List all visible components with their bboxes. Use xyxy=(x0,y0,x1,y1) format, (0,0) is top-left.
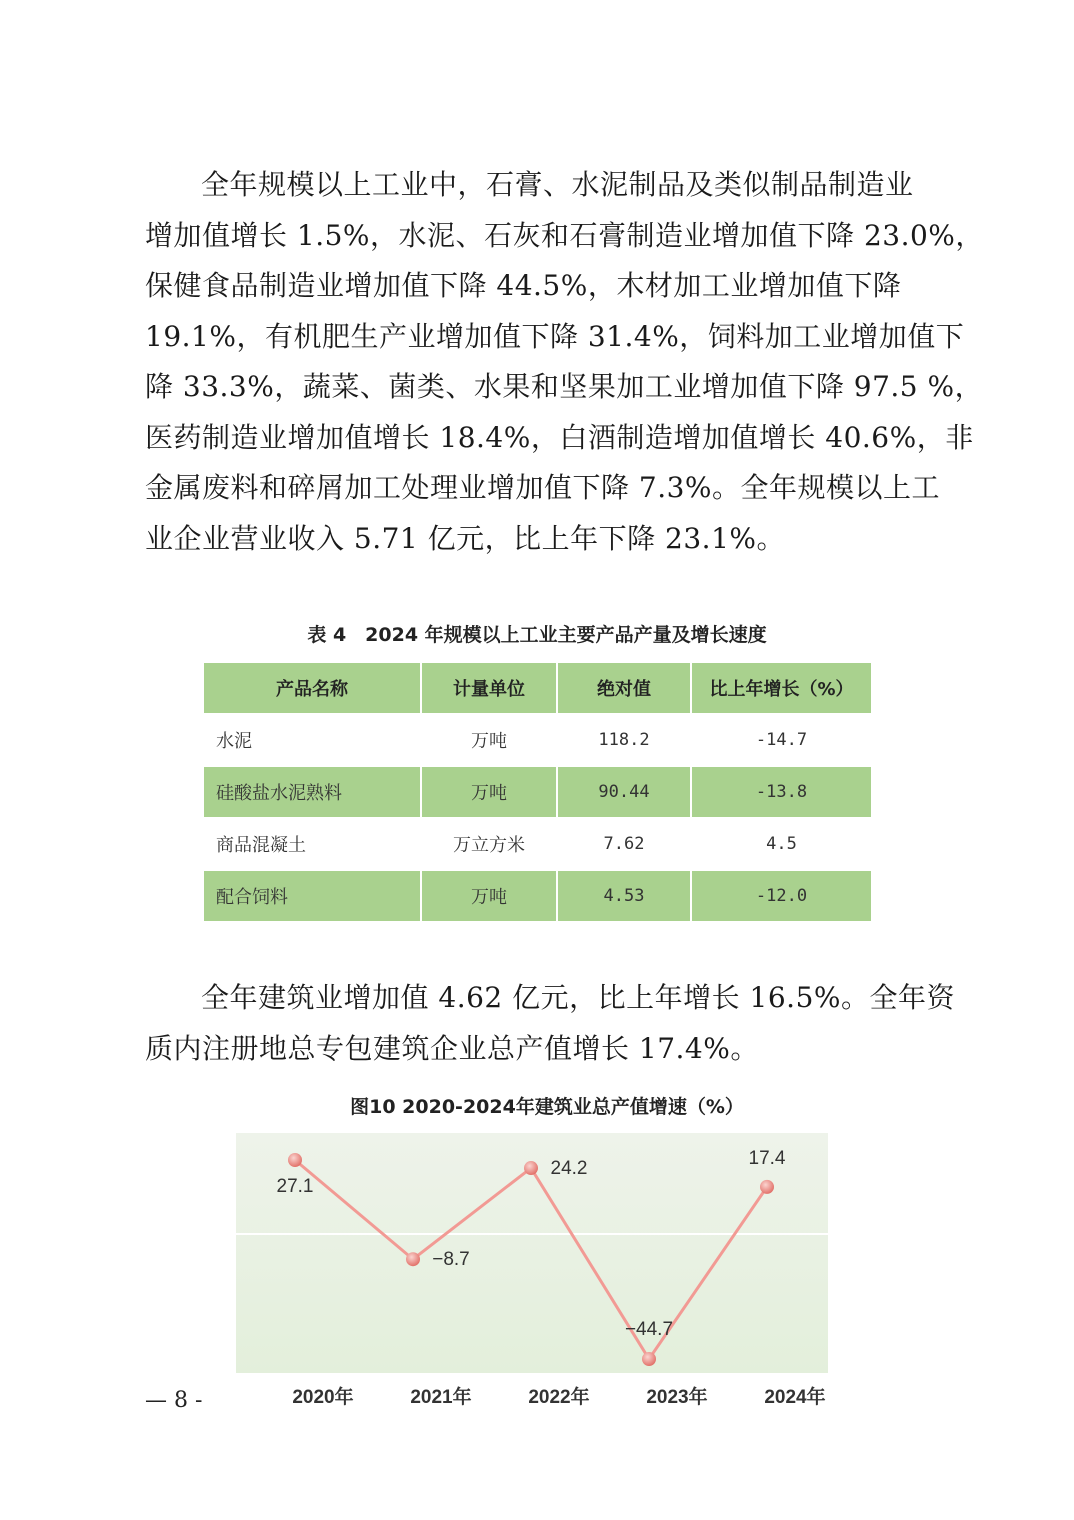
cell-product-name: 硅酸盐水泥熟料 xyxy=(204,767,420,817)
x-tick-label: 2020年 xyxy=(292,1387,354,1408)
data-label: 27.1 xyxy=(276,1176,314,1197)
paragraph-line: 增加值增长 1.5%，水泥、石灰和石膏制造业增加值下降 23.0%， xyxy=(145,218,984,252)
data-point xyxy=(642,1352,656,1366)
x-tick-label: 2024年 xyxy=(764,1387,826,1408)
growth-line-chart xyxy=(236,1133,836,1423)
cell-unit: 万吨 xyxy=(471,731,507,752)
page-number: — 8 - xyxy=(145,1388,203,1413)
data-point xyxy=(524,1161,538,1175)
x-tick-label: 2023年 xyxy=(646,1387,708,1408)
cell-growth: -14.7 xyxy=(755,730,808,750)
cell-value: 118.2 xyxy=(598,730,650,750)
table-row xyxy=(204,871,871,921)
data-label: 17.4 xyxy=(748,1147,786,1169)
data-label: −44.7 xyxy=(624,1319,674,1340)
cell-unit: 万吨 xyxy=(422,871,556,921)
header-absolute-value: 绝对值 xyxy=(558,663,690,713)
paragraph-line: 降 33.3%，蔬菜、菌类、水果和坚果加工业增加值下降 97.5 %， xyxy=(145,370,984,403)
paragraph-line: 19.1%，有机肥生产业增加值下降 31.4%，饲料加工业增加值下 xyxy=(145,319,965,353)
cell-value: 7.62 xyxy=(603,834,645,854)
table-header-row xyxy=(204,663,871,713)
x-tick-label: 2022年 xyxy=(528,1387,590,1408)
data-label: 24.2 xyxy=(550,1158,588,1180)
table-caption: 表 4 2024 年规模以上工业主要产品产量及增长速度 xyxy=(307,624,767,646)
product-table xyxy=(202,661,873,923)
cell-growth: 4.5 xyxy=(766,834,797,854)
cell-product-name: 水泥 xyxy=(216,731,252,752)
data-label: −8.7 xyxy=(432,1249,470,1271)
cell-growth: -13.8 xyxy=(692,767,871,817)
table-row xyxy=(204,819,871,869)
paragraph-line: 业企业营业收入 5.71 亿元，比上年下降 23.1%。 xyxy=(145,521,785,555)
data-point xyxy=(760,1180,774,1194)
cell-unit: 万吨 xyxy=(422,767,556,817)
cell-growth: -12.0 xyxy=(692,871,871,921)
paragraph-industry xyxy=(145,160,984,564)
paragraph-line: 保健食品制造业增加值下降 44.5%，木材加工业增加值下降 xyxy=(145,269,902,302)
header-growth: 比上年增长（%） xyxy=(692,663,871,713)
data-point xyxy=(406,1252,420,1266)
table-row xyxy=(204,715,871,765)
cell-product-name: 商品混凝土 xyxy=(216,835,306,856)
cell-value: 4.53 xyxy=(558,871,690,921)
cell-value: 90.44 xyxy=(558,767,690,817)
data-point xyxy=(288,1153,302,1167)
x-tick-label: 2021年 xyxy=(410,1387,472,1408)
paragraph-line: 全年建筑业增加值 4.62 亿元，比上年增长 16.5%。全年资 xyxy=(201,981,955,1014)
table-row xyxy=(204,767,871,817)
header-unit: 计量单位 xyxy=(422,663,556,713)
chart-title: 图10 2020-2024年建筑业总产值增速（%） xyxy=(350,1096,744,1118)
header-product-name: 产品名称 xyxy=(204,663,420,713)
cell-unit: 万立方米 xyxy=(453,835,525,856)
paragraph-line: 质内注册地总专包建筑企业总产值增长 17.4%。 xyxy=(145,1031,759,1065)
paragraph-construction xyxy=(145,973,955,1074)
paragraph-line: 全年规模以上工业中，石膏、水泥制品及类似制品制造业 xyxy=(201,168,914,201)
paragraph-line: 医药制造业增加值增长 18.4%，白酒制造增加值增长 40.6%，非 xyxy=(145,420,974,454)
paragraph-line: 金属废料和碎屑加工处理业增加值下降 7.3%。全年规模以上工 xyxy=(145,471,941,504)
cell-product-name: 配合饲料 xyxy=(204,871,420,921)
